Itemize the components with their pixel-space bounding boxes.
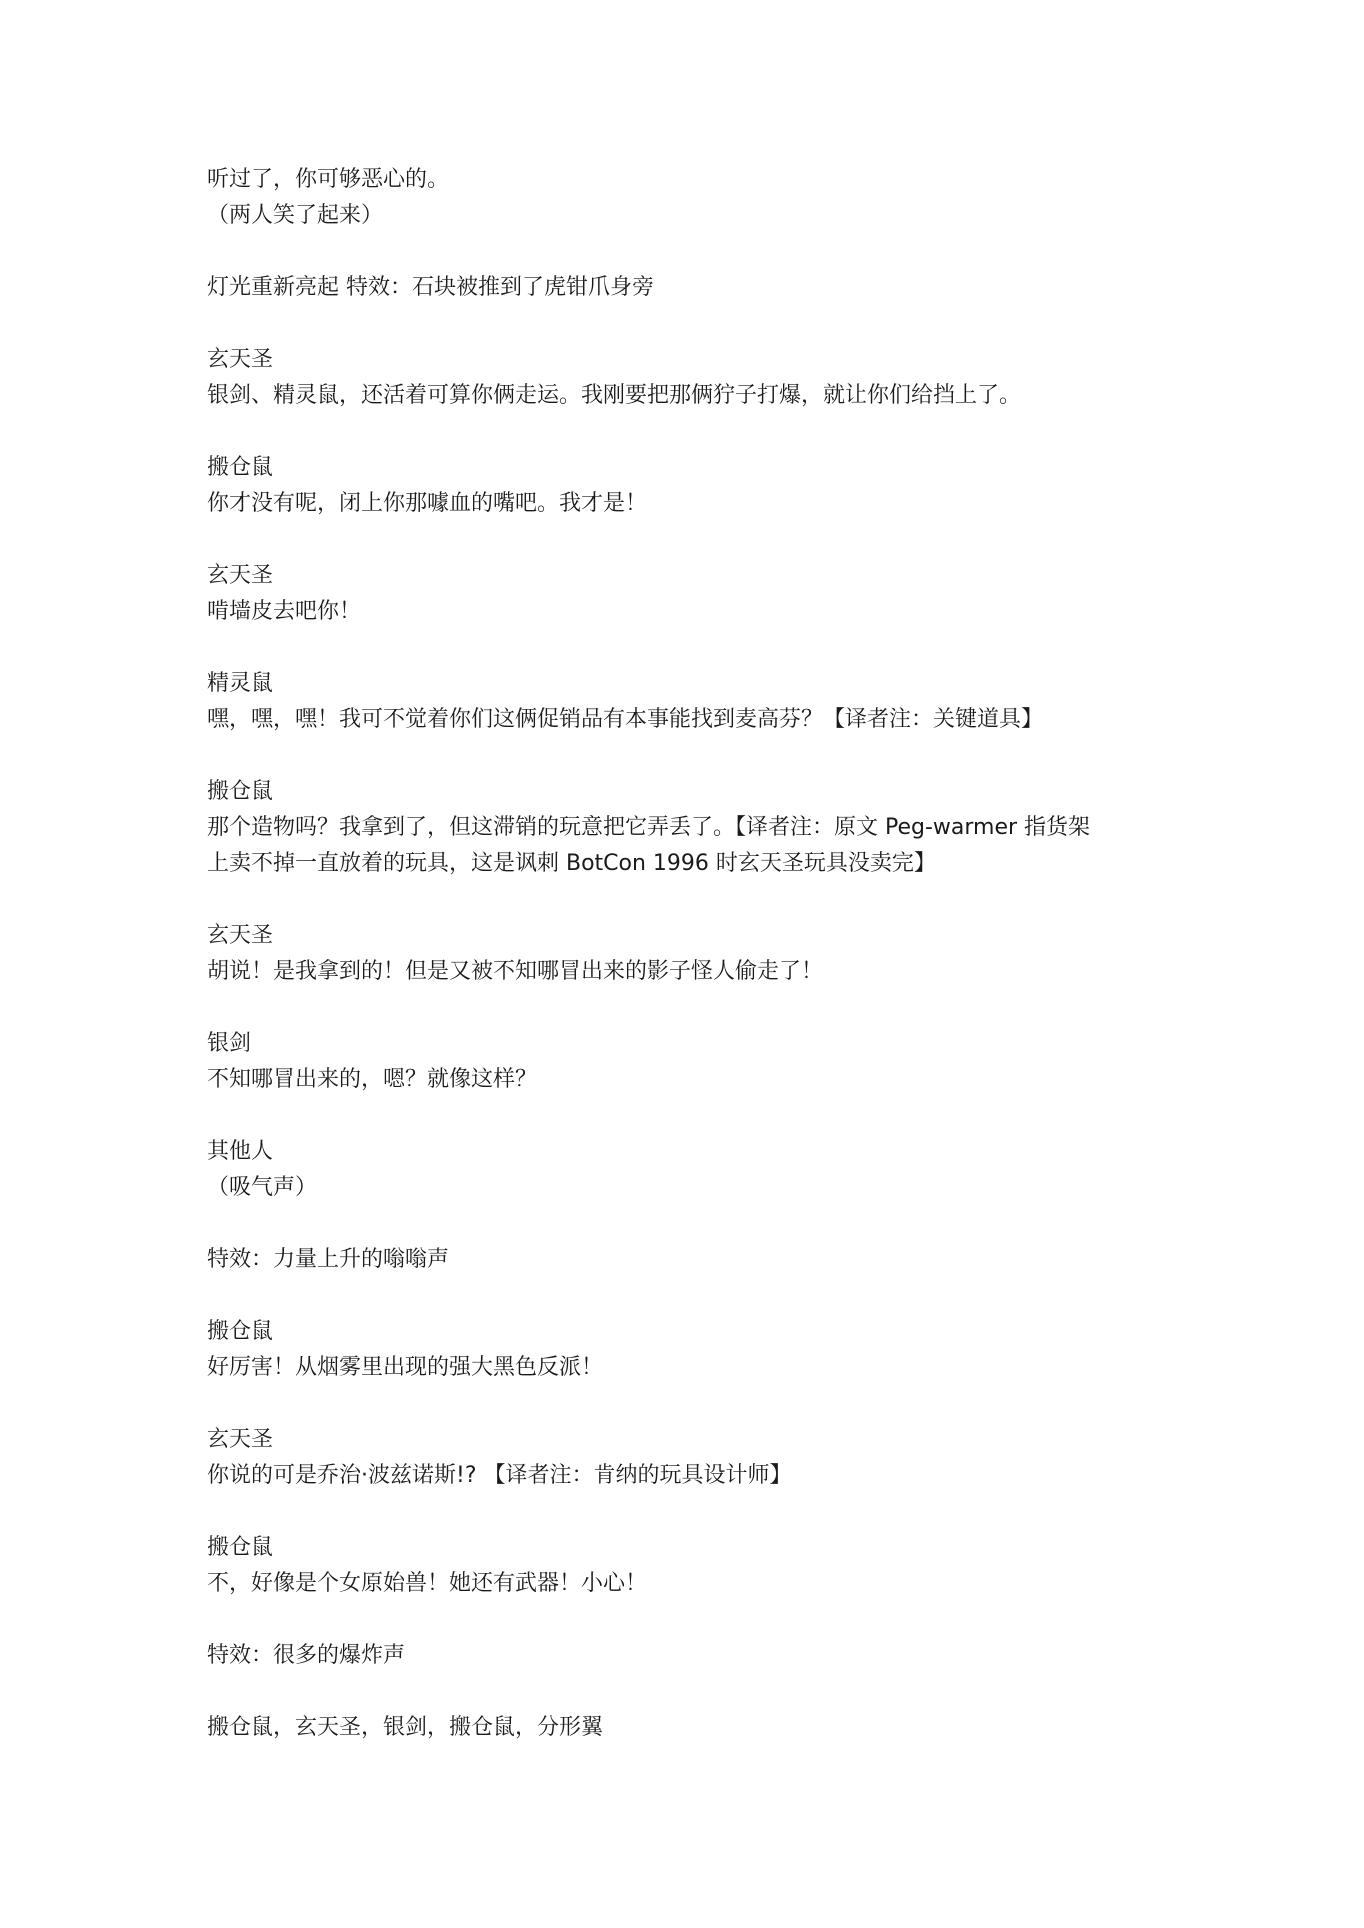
speaker-name: 玄天圣 (207, 563, 274, 588)
speaker-list: 搬仓鼠，玄天圣，银剑，搬仓鼠，分形翼 (207, 1715, 604, 1740)
blank-line (207, 1206, 1207, 1242)
blank-line (207, 630, 1207, 666)
blank-line (207, 1278, 1207, 1314)
blank-line (207, 1674, 1207, 1710)
blank-line (207, 990, 1207, 1026)
stage-direction: 特效：力量上升的嗡嗡声 (207, 1247, 450, 1272)
text-line: 听过了，你可够恶心的。 (207, 167, 450, 192)
dialogue-line: 银剑、精灵鼠，还活着可算你俩走运。我刚要把那俩狞子打爆，就让你们给挡上了。 (207, 383, 1022, 408)
speaker-name: 银剑 (207, 1031, 252, 1056)
dialogue-line: 啃墙皮去吧你！ (207, 599, 362, 624)
dialogue-line: 不，好像是个女原始兽！她还有武器！小心！ (207, 1571, 648, 1596)
blank-line (207, 1098, 1207, 1134)
dialogue-line: 上卖不掉一直放着的玩具，这是讽刺 BotCon 1996 时玄天圣玩具没卖完】 (207, 851, 936, 876)
blank-line (207, 306, 1207, 342)
speaker-name: 搬仓鼠 (207, 779, 274, 804)
document-page (207, 162, 1207, 1746)
dialogue-line: 好厉害！从烟雾里出现的强大黑色反派！ (207, 1355, 604, 1380)
speaker-name: 玄天圣 (207, 347, 274, 372)
dialogue-line: 胡说！是我拿到的！但是又被不知哪冒出来的影子怪人偷走了！ (207, 959, 824, 984)
blank-line (207, 522, 1207, 558)
dialogue-line: 你才没有呢，闭上你那噱血的嘴吧。我才是！ (207, 491, 648, 516)
blank-line (207, 234, 1207, 270)
speaker-name: 搬仓鼠 (207, 1319, 274, 1344)
stage-direction: 灯光重新亮起 特效：石块被推到了虎钳爪身旁 (207, 275, 654, 300)
dialogue-line: 不知哪冒出来的，嗯？就像这样？ (207, 1067, 538, 1092)
blank-line (207, 1386, 1207, 1422)
blank-line (207, 1602, 1207, 1638)
stage-direction: （两人笑了起来） (207, 203, 384, 228)
speaker-name: 玄天圣 (207, 1427, 274, 1452)
speaker-name: 精灵鼠 (207, 671, 274, 696)
speaker-name: 玄天圣 (207, 923, 274, 948)
dialogue-line: 你说的可是乔治·波兹诺斯!? 【译者注：肯纳的玩具设计师】 (207, 1463, 792, 1488)
speaker-name: 搬仓鼠 (207, 455, 274, 480)
dialogue-line: 嘿，嘿，嘿！我可不觉着你们这俩促销品有本事能找到麦高芬？【译者注：关键道具】 (207, 707, 1044, 732)
stage-direction: （吸气声） (207, 1175, 318, 1200)
stage-direction: 特效：很多的爆炸声 (207, 1643, 406, 1668)
blank-line (207, 738, 1207, 774)
blank-line (207, 882, 1207, 918)
blank-line (207, 414, 1207, 450)
speaker-name: 搬仓鼠 (207, 1535, 274, 1560)
blank-line (207, 1494, 1207, 1530)
dialogue-line: 那个造物吗？我拿到了，但这滞销的玩意把它弄丢了。【译者注：原文 Peg-warmer 指货架 (207, 815, 1091, 840)
speaker-name: 其他人 (207, 1139, 274, 1164)
